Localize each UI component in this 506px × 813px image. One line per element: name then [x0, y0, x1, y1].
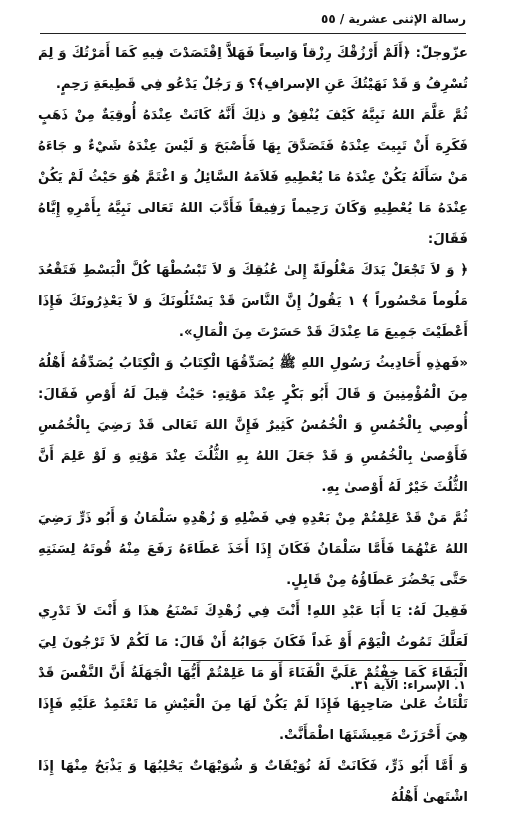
paragraph: فَقِيلَ لَهُ: يَا أَبَا عَبْدِ اللهِ! أَنْتَ فِي زُهْدِكَ تَصْنَعُ هذَا وَ أَنْتَ لاَ تَدْرِي لَعَلَّكَ تَمُوتُ الْيَوْمَ أَوْ غَداً فَكَانَ جَوَابُهُ أَنْ قَالَ: مَا لَكُمْ لاَ تَرْجُونَ لِيَ الْبَقَاءَ كَمَا خِفْتُمْ عَلَيَّ الْفَنَاءَ أَوَ مَا عَلِمْتُمْ أَيُّهَا الْجَهَلَةُ أَنَّ النَّفْسَ قَدْ تَلْتَاثُ عَلىٰ صَاحِبِهَا فَإِذَا لَمْ يَكُنْ لَهَا مِنَ الْعَيْشِ مَا تَعْتَمِدُ عَلَيْهِ فَإِذَا هِيَ أَحْرَزَتْ مَعِيشَتَهَا اطْمَأَنَّتْ. — [38, 604, 468, 743]
paragraph: ثُمَّ عَلَّمَ اللهُ نَبِيَّهُ كَيْفَ يُنْفِقُ و ذلِكَ أَنَّهُ كَانَتْ عِنْدَهُ أُوقِيَةٌ مِنْ ذَهَبٍ فَكَرِهَ أَنْ تَبِيتَ عِنْدَهُ فَتَصَدَّقَ بِهَا فَأَصْبَحَ وَ لَيْسَ عِنْدَهُ شَيْءٌ و جَاءَهُ مَنْ سَأَلَهُ يَكُنْ عِنْدَهُ مَا يُعْطِيهِ فَلاَمَهُ السَّائِلُ وَ اغْتَمَّ هُوَ حَيْثُ لَمْ يَكُنْ عِنْدَهُ مَا يُعْطِيهِ وَكَانَ رَحِيماً رَفِيقاً فَأَدَّبَ اللهُ تَعَالى نَبِيَّهُ بِأَمْرِهِ إِيَّاهُ فَقَالَ: — [38, 108, 468, 247]
header-rule — [40, 33, 466, 34]
paragraph: عزّوجلّ: ﴿أَلَمْ أَرْزُقْكَ رِزْقاً وَاسِعاً فَهَلاَّ اِقْتَصَدْتَ فِيهِ كَمَا أَمَرْتُكَ وَ لِمَ تُسْرِفُ وَ قَدْ نَهَيْتُكَ عَنِ الإسرافِ﴾؟ وَ رَجُلٌ يَدْعُو فِي قَطِيعَةِ رَحِمٍ. — [38, 46, 468, 92]
paragraph: «فَهذِهِ أَحَادِيثُ رَسُولِ اللهِ ﷺ يُصَدِّقُهَا الْكِتَابُ وَ الْكِتَابُ يُصَدِّقُهُ أَهْلُهُ مِنَ الْمُؤْمِنِينَ وَ قَالَ أَبُو بَكْرٍ عِنْدَ مَوْتِهِ: حَيْثُ قِيلَ لَهُ أَوْصِ فَقَالَ: أُوصِي بِالْخُمُسِ وَ الْخُمُسُ كَثِيرٌ فَإِنَّ اللهَ تَعَالى قَدْ رَضِيَ بِالْخُمُسِ فَأَوْصىٰ بِالْخُمُسِ وَ قَدْ جَعَلَ اللهُ بِهِ الثُّلُثَ عِنْدَ مَوْتِهِ وَ لَوْ عَلِمَ أَنَّ الثُّلُثَ خَيْرٌ لَهُ أَوْصىٰ بِهِ. — [38, 356, 468, 495]
paragraph: ثُمَّ مَنْ قَدْ عَلِمْتُمْ مِنْ بَعْدِهِ فِي فَضْلِهِ وَ زُهْدِهِ سَلْمَانُ وَ أَبُو ذَرٍّ رَضِيَ اللهُ عَنْهُمَا فَأَمَّا سَلْمَانُ فَكَانَ إِذَا أَخَذَ عَطَاءَهُ رَفَعَ مِنْهُ قُوتَهُ لِسَنَتِهِ حَتَّى يَحْضُرَ عَطَاؤُهُ مِنْ قَابِلٍ. — [38, 511, 468, 588]
quran-quote-paragraph: ﴿ وَ لاَ تَجْعَلْ يَدَكَ مَغْلُولَةً إِلىٰ عُنُقِكَ وَ لاَ تَبْسُطْهَا كُلَّ الْبَسْطِ فَتَقْعُدَ مَلُوماً مَحْسُوراً ﴾ ١ يَقُولُ إِنَّ النَّاسَ قَدْ يَسْئَلُونَكَ وَ لاَ يَعْذِرُونَكَ فَإِذَا أَعْطَيْتَ جَمِيعَ مَا عِنْدَكَ قَدْ حَسَرْتَ مِنَ الْمَالِ». — [38, 263, 468, 340]
main-text — [38, 38, 468, 813]
paragraph: وَ أَمَّا أَبُو ذَرٍّ، فَكَانَتْ لَهُ نُوَيْقَاتٌ وَ شُوَيْهَاتٌ يَحْلِبُهَا وَ يَذْبَحُ مِنْهَا إِذَا اشْتَهىٰ أَهْلُهُ — [38, 759, 468, 805]
running-header: رسالة الإثنى عشرية / ٥٥ — [321, 12, 466, 26]
footnote: ١. الإسراء: الآية ٣١. — [350, 678, 466, 692]
footnote-rule — [181, 660, 466, 661]
